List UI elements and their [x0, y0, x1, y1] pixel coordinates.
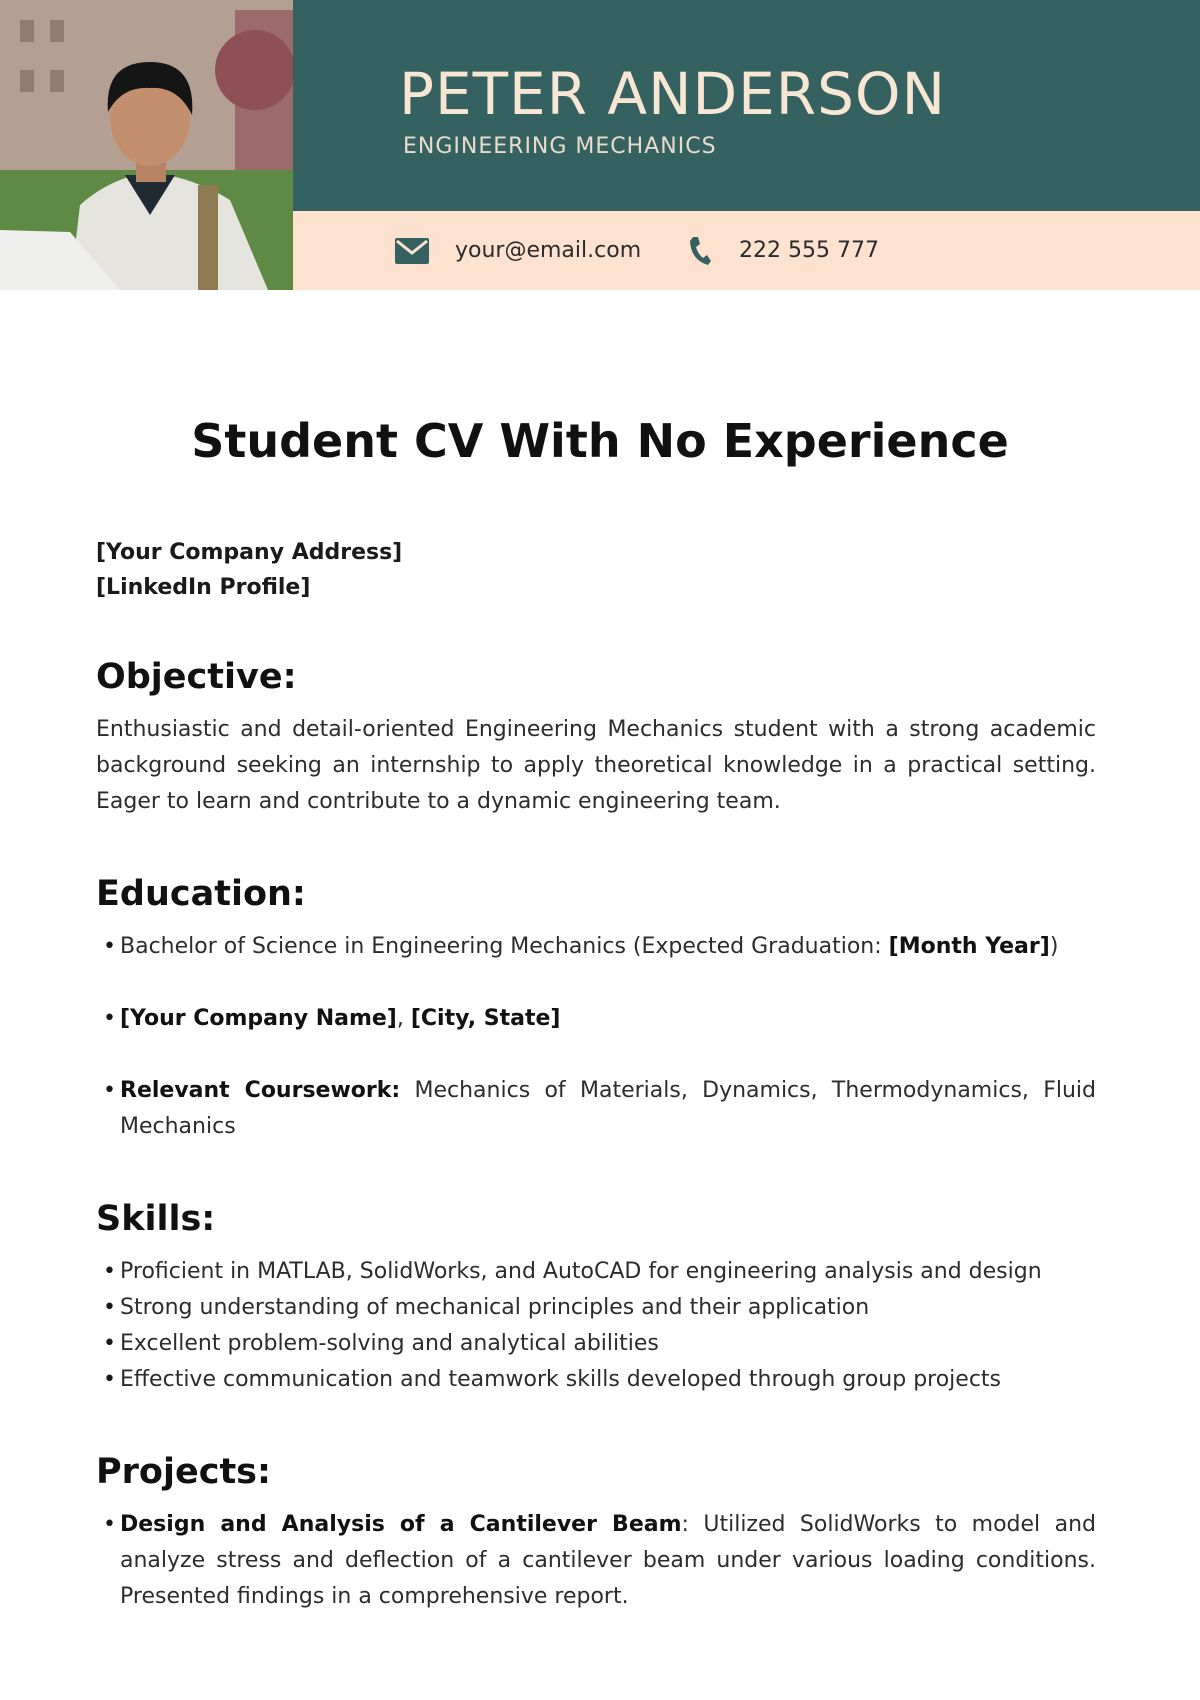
- profile-photo: [0, 0, 293, 290]
- coursework-text: Mechanics of Materials, Dynamics, Thermodynamics, Fluid Mechanics: [120, 1078, 1096, 1139]
- list-item: • Strong understanding of mechanical principles and their application: [96, 1290, 1096, 1326]
- objective-text: Enthusiastic and detail-oriented Engineering Mechanics student with a strong academic background seeking an internship to apply theoretical knowledge in a practical setting. Eager to learn and contribute to a dynamic engineering team.: [96, 717, 1096, 814]
- coursework-label: Relevant Coursework:: [120, 1078, 401, 1103]
- cv-content: [96, 535, 1096, 1615]
- education-list: [96, 929, 1096, 1145]
- list-item: • Bachelor of Science in Engineering Mechanics (Expected Graduation: [Month Year]): [96, 929, 1096, 965]
- education-heading: Education:: [96, 874, 306, 914]
- project-title: Design and Analysis of a Cantilever Beam: [120, 1512, 682, 1537]
- list-item: • [Your Company Name], [City, State]: [96, 1001, 1096, 1037]
- degree-text: Bachelor of Science in Engineering Mechanics (Expected Graduation:: [120, 934, 889, 959]
- school-location: [City, State]: [410, 1006, 561, 1031]
- envelope-icon: [395, 238, 429, 264]
- projects-heading: Projects:: [96, 1452, 271, 1492]
- email-contact: [395, 211, 641, 290]
- list-item: • Proficient in MATLAB, SolidWorks, and AutoCAD for engineering analysis and design: [96, 1254, 1096, 1290]
- graduation-date: [Month Year]: [888, 934, 1050, 959]
- projects-list: [96, 1507, 1096, 1615]
- list-item: [96, 1073, 1096, 1145]
- phone-icon: [689, 236, 711, 266]
- company-address: [Your Company Address]: [96, 540, 403, 565]
- name-band: [293, 0, 1200, 211]
- backpack-strap: [198, 185, 218, 290]
- document-title: Student CV With No Experience: [191, 414, 1009, 468]
- linkedin-profile: [LinkedIn Profile]: [96, 575, 311, 600]
- email-text[interactable]: your@email.com: [455, 238, 642, 263]
- phone-contact: [689, 211, 879, 290]
- skills-heading: Skills:: [96, 1199, 216, 1239]
- list-item: • Excellent problem-solving and analytical abilities: [96, 1326, 1096, 1362]
- person-name: PETER ANDERSON: [399, 60, 946, 128]
- person-field: ENGINEERING MECHANICS: [403, 134, 717, 159]
- objective-heading: Objective:: [96, 657, 297, 697]
- cv-header: [0, 0, 1200, 290]
- project-description: : Utilized SolidWorks to model and analyze stress and deflection of a cantilever beam under various loading conditions. Presented findings in a comprehensive report.: [120, 1512, 1096, 1609]
- portrait-illustration: [0, 0, 293, 290]
- contact-band: [293, 211, 1200, 290]
- skills-list: [96, 1254, 1096, 1398]
- list-item: • Effective communication and teamwork skills developed through group projects: [96, 1362, 1096, 1398]
- list-item: [96, 1507, 1096, 1615]
- phone-text[interactable]: 222 555 777: [739, 238, 879, 263]
- school-name: [Your Company Name]: [120, 1006, 397, 1031]
